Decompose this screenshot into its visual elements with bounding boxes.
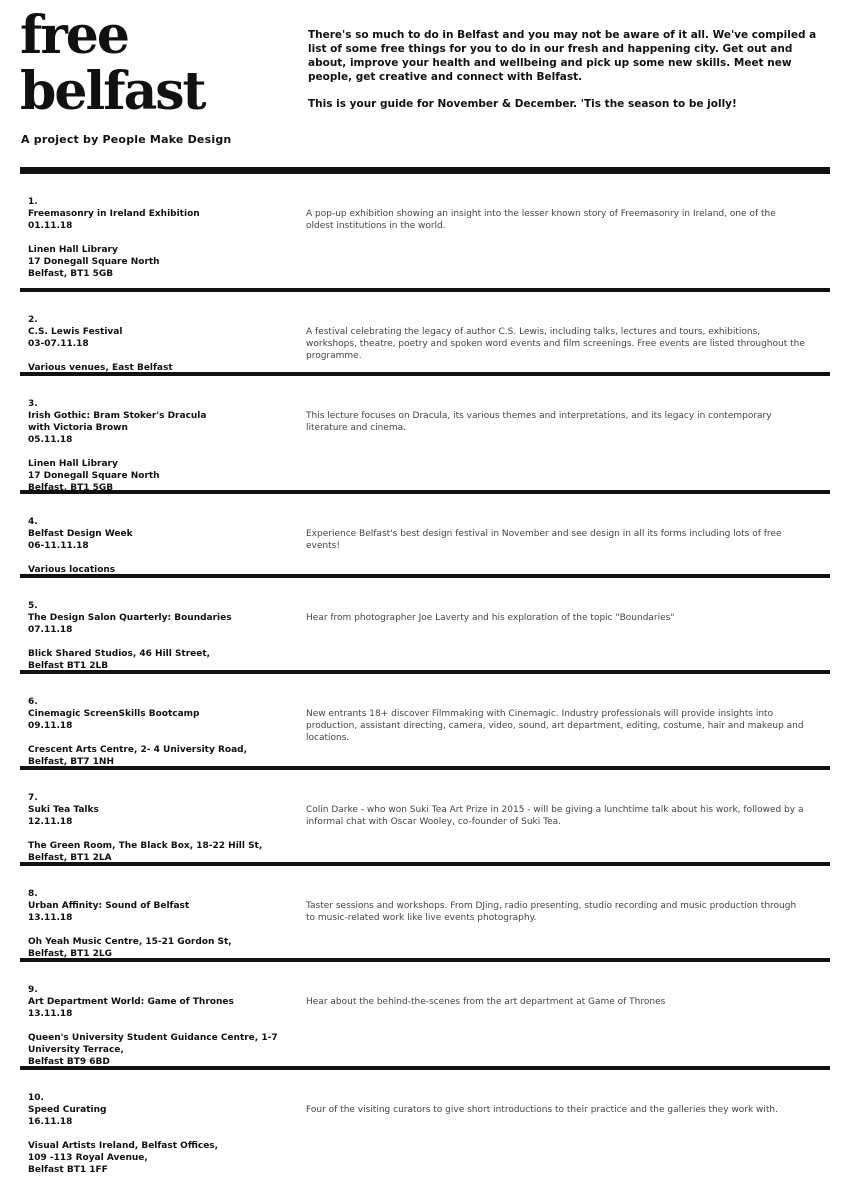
event-info xyxy=(28,696,298,768)
event-name: Urban Affinity: Sound of Belfast xyxy=(28,901,190,911)
event-info xyxy=(28,196,298,280)
event-number: 8. xyxy=(28,889,38,899)
event-description: Experience Belfast's best design festival in November and see design in all its forms including lots of free events! xyxy=(306,529,782,551)
event-row xyxy=(20,174,830,292)
event-venue: Various locations xyxy=(28,565,116,575)
event-info xyxy=(28,888,298,960)
event-description: Taster sessions and workshops. From DJing, radio presenting, studio recording and music production through to music-related work like live events photography. xyxy=(306,901,797,923)
event-venue: Various venues, East Belfast xyxy=(28,363,173,373)
event-description: Four of the visiting curators to give short introductions to their practice and the galleries they work with. xyxy=(306,1105,778,1115)
event-info xyxy=(28,600,298,672)
event-row xyxy=(20,292,830,376)
event-date: 07.11.18 xyxy=(28,625,73,635)
event-date: 05.11.18 xyxy=(28,435,73,445)
byline: A project by People Make Design xyxy=(21,133,232,146)
event-name: Speed Curating xyxy=(28,1105,107,1115)
event-venue: Oh Yeah Music Centre, 15-21 Gordon St, Belfast, BT1 2LG xyxy=(28,937,232,959)
event-date: 12.11.18 xyxy=(28,817,73,827)
event-venue: Crescent Arts Centre, 2- 4 University Road, Belfast, BT7 1NH xyxy=(28,745,248,767)
event-number: 1. xyxy=(28,197,38,207)
event-description: This lecture focuses on Dracula, its various themes and interpretations, and its legacy in contemporary literature and cinema. xyxy=(306,411,772,433)
header-divider xyxy=(20,167,830,174)
event-row xyxy=(20,770,830,866)
event-row xyxy=(20,962,830,1070)
event-venue: Queen's University Student Guidance Centre, 1-7 University Terrace, Belfast BT9 6BD xyxy=(28,1033,278,1067)
event-name: Belfast Design Week xyxy=(28,529,133,539)
event-date: 01.11.18 xyxy=(28,221,73,231)
title-line-free: free xyxy=(20,5,128,66)
event-row xyxy=(20,376,830,494)
event-number: 2. xyxy=(28,315,38,325)
event-info xyxy=(28,792,298,864)
event-name: C.S. Lewis Festival xyxy=(28,327,123,337)
event-number: 10. xyxy=(28,1093,44,1103)
intro-paragraph: There's so much to do in Belfast and you may not be aware of it all. We've compiled a list of some free things for you to do in our fresh and happening city. Get out and about, improve your health and wellbeing and pick up some new skills. Meet new people, get creative and connect with Belfast. xyxy=(308,29,817,83)
event-name: Irish Gothic: Bram Stoker's Dracula with Victoria Brown xyxy=(28,411,207,433)
event-row xyxy=(20,578,830,674)
event-list xyxy=(20,174,830,1180)
guide-paragraph: This is your guide for November & December. 'Tis the season to be jolly! xyxy=(308,98,737,110)
event-row xyxy=(20,494,830,578)
event-date: 13.11.18 xyxy=(28,913,73,923)
event-row xyxy=(20,674,830,770)
event-date: 09.11.18 xyxy=(28,721,73,731)
event-row xyxy=(20,866,830,962)
event-date: 16.11.18 xyxy=(28,1117,73,1127)
event-venue: Visual Artists Ireland, Belfast Offices, 109 -113 Royal Avenue, Belfast BT1 1FF xyxy=(28,1141,219,1175)
event-info xyxy=(28,1092,298,1176)
event-name: Suki Tea Talks xyxy=(28,805,99,815)
event-info xyxy=(28,516,298,576)
event-date: 03-07.11.18 xyxy=(28,339,89,349)
event-name: Art Department World: Game of Thrones xyxy=(28,997,234,1007)
event-description: Colin Darke - who won Suki Tea Art Prize in 2015 - will be giving a lunchtime talk about his work, followed by a informal chat with Oscar Wooley, co-founder of Suki Tea. xyxy=(306,805,804,827)
event-description: New entrants 18+ discover Filmmaking with Cinemagic. Industry professionals will provide insights into production, assistant directing, camera, video, sound, art department, editing, costume, hair and makeup and locations. xyxy=(306,709,804,743)
event-number: 7. xyxy=(28,793,38,803)
event-venue: Linen Hall Library 17 Donegall Square North Belfast, BT1 5GB xyxy=(28,459,160,493)
event-number: 5. xyxy=(28,601,38,611)
page-title xyxy=(20,5,205,122)
event-number: 4. xyxy=(28,517,38,527)
event-number: 3. xyxy=(28,399,38,409)
title-line-belfast: belfast xyxy=(20,61,205,122)
event-name: Freemasonry in Ireland Exhibition xyxy=(28,209,200,219)
event-description: A pop-up exhibition showing an insight into the lesser known story of Freemasonry in Ireland, one of the oldest institutions in the world. xyxy=(306,209,776,231)
event-info xyxy=(28,398,298,494)
event-venue: The Green Room, The Black Box, 18-22 Hill St, Belfast, BT1 2LA xyxy=(28,841,263,863)
event-name: The Design Salon Quarterly: Boundaries xyxy=(28,613,232,623)
event-venue: Blick Shared Studios, 46 Hill Street, Belfast BT1 2LB xyxy=(28,649,211,671)
event-description: A festival celebrating the legacy of author C.S. Lewis, including talks, lectures and tours, exhibitions, workshops, theatre, poetry and spoken word events and film screenings. Free events are listed throughout the programme. xyxy=(306,327,805,361)
intro-block xyxy=(308,28,828,111)
event-row xyxy=(20,1070,830,1180)
event-info xyxy=(28,984,298,1068)
event-description: Hear from photographer Joe Laverty and his exploration of the topic "Boundaries" xyxy=(306,613,675,623)
event-date: 06-11.11.18 xyxy=(28,541,89,551)
event-name: Cinemagic ScreenSkills Bootcamp xyxy=(28,709,200,719)
event-date: 13.11.18 xyxy=(28,1009,73,1019)
event-description: Hear about the behind-the-scenes from the art department at Game of Thrones xyxy=(306,997,666,1007)
event-info xyxy=(28,314,298,374)
event-number: 6. xyxy=(28,697,38,707)
event-venue: Linen Hall Library 17 Donegall Square North Belfast, BT1 5GB xyxy=(28,245,160,279)
event-number: 9. xyxy=(28,985,38,995)
